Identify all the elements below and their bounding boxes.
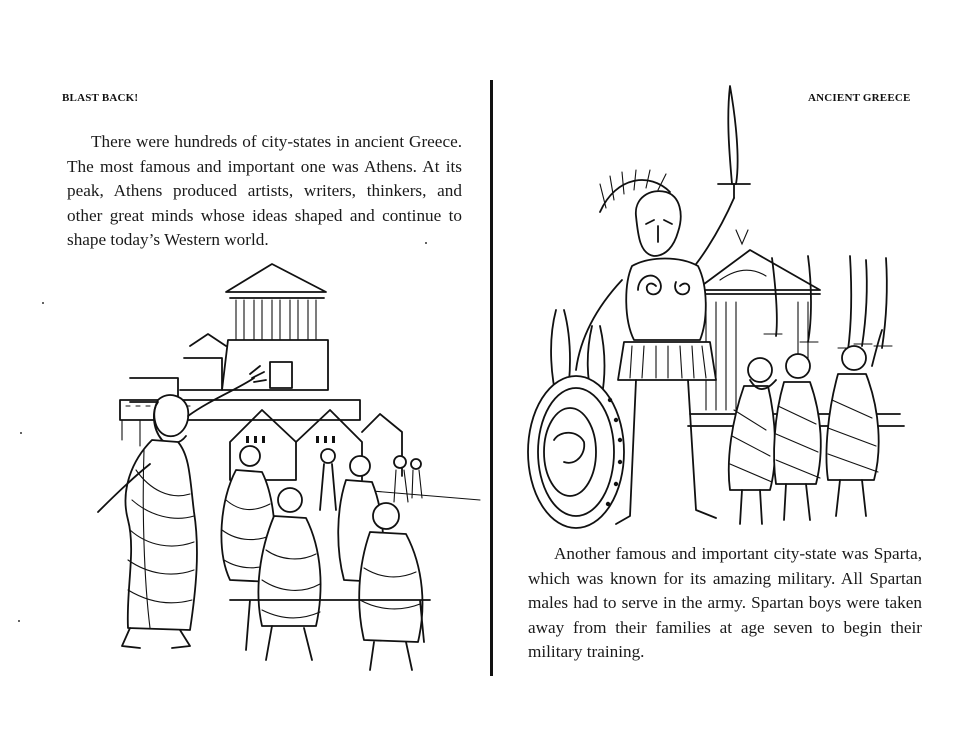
athens-scene-drawing <box>40 250 480 680</box>
running-head-right: ANCIENT GREECE <box>808 92 911 104</box>
sparta-scene-drawing <box>520 80 940 530</box>
scan-speck <box>18 620 20 622</box>
scan-speck <box>425 242 427 244</box>
left-page-paragraph: There were hundreds of city-states in ancient Greece. The most famous and important one was Athens. At its peak, Athens produced artists, writers, thinkers, and other great minds whose ideas shaped and continue to shape today’s Western world. <box>67 132 462 249</box>
spartan-shield <box>528 376 624 528</box>
seated-listeners <box>221 446 430 670</box>
spartan-boys <box>729 256 892 524</box>
running-head-left: BLAST BACK! <box>62 92 139 104</box>
scan-speck <box>20 432 22 434</box>
scan-speck <box>42 302 44 304</box>
parthenon-temple <box>120 264 360 420</box>
athens-philosopher-illustration-icon <box>40 250 480 680</box>
right-page-paragraph: Another famous and important city-state was Sparta, which was known for its amazing military. All Spartan males had to serve in the army. Spartan boys were taken away from their families at age seven to begin their military training. <box>528 544 922 661</box>
page-gutter <box>490 80 493 676</box>
spartan-warrior-illustration-icon <box>520 80 940 530</box>
